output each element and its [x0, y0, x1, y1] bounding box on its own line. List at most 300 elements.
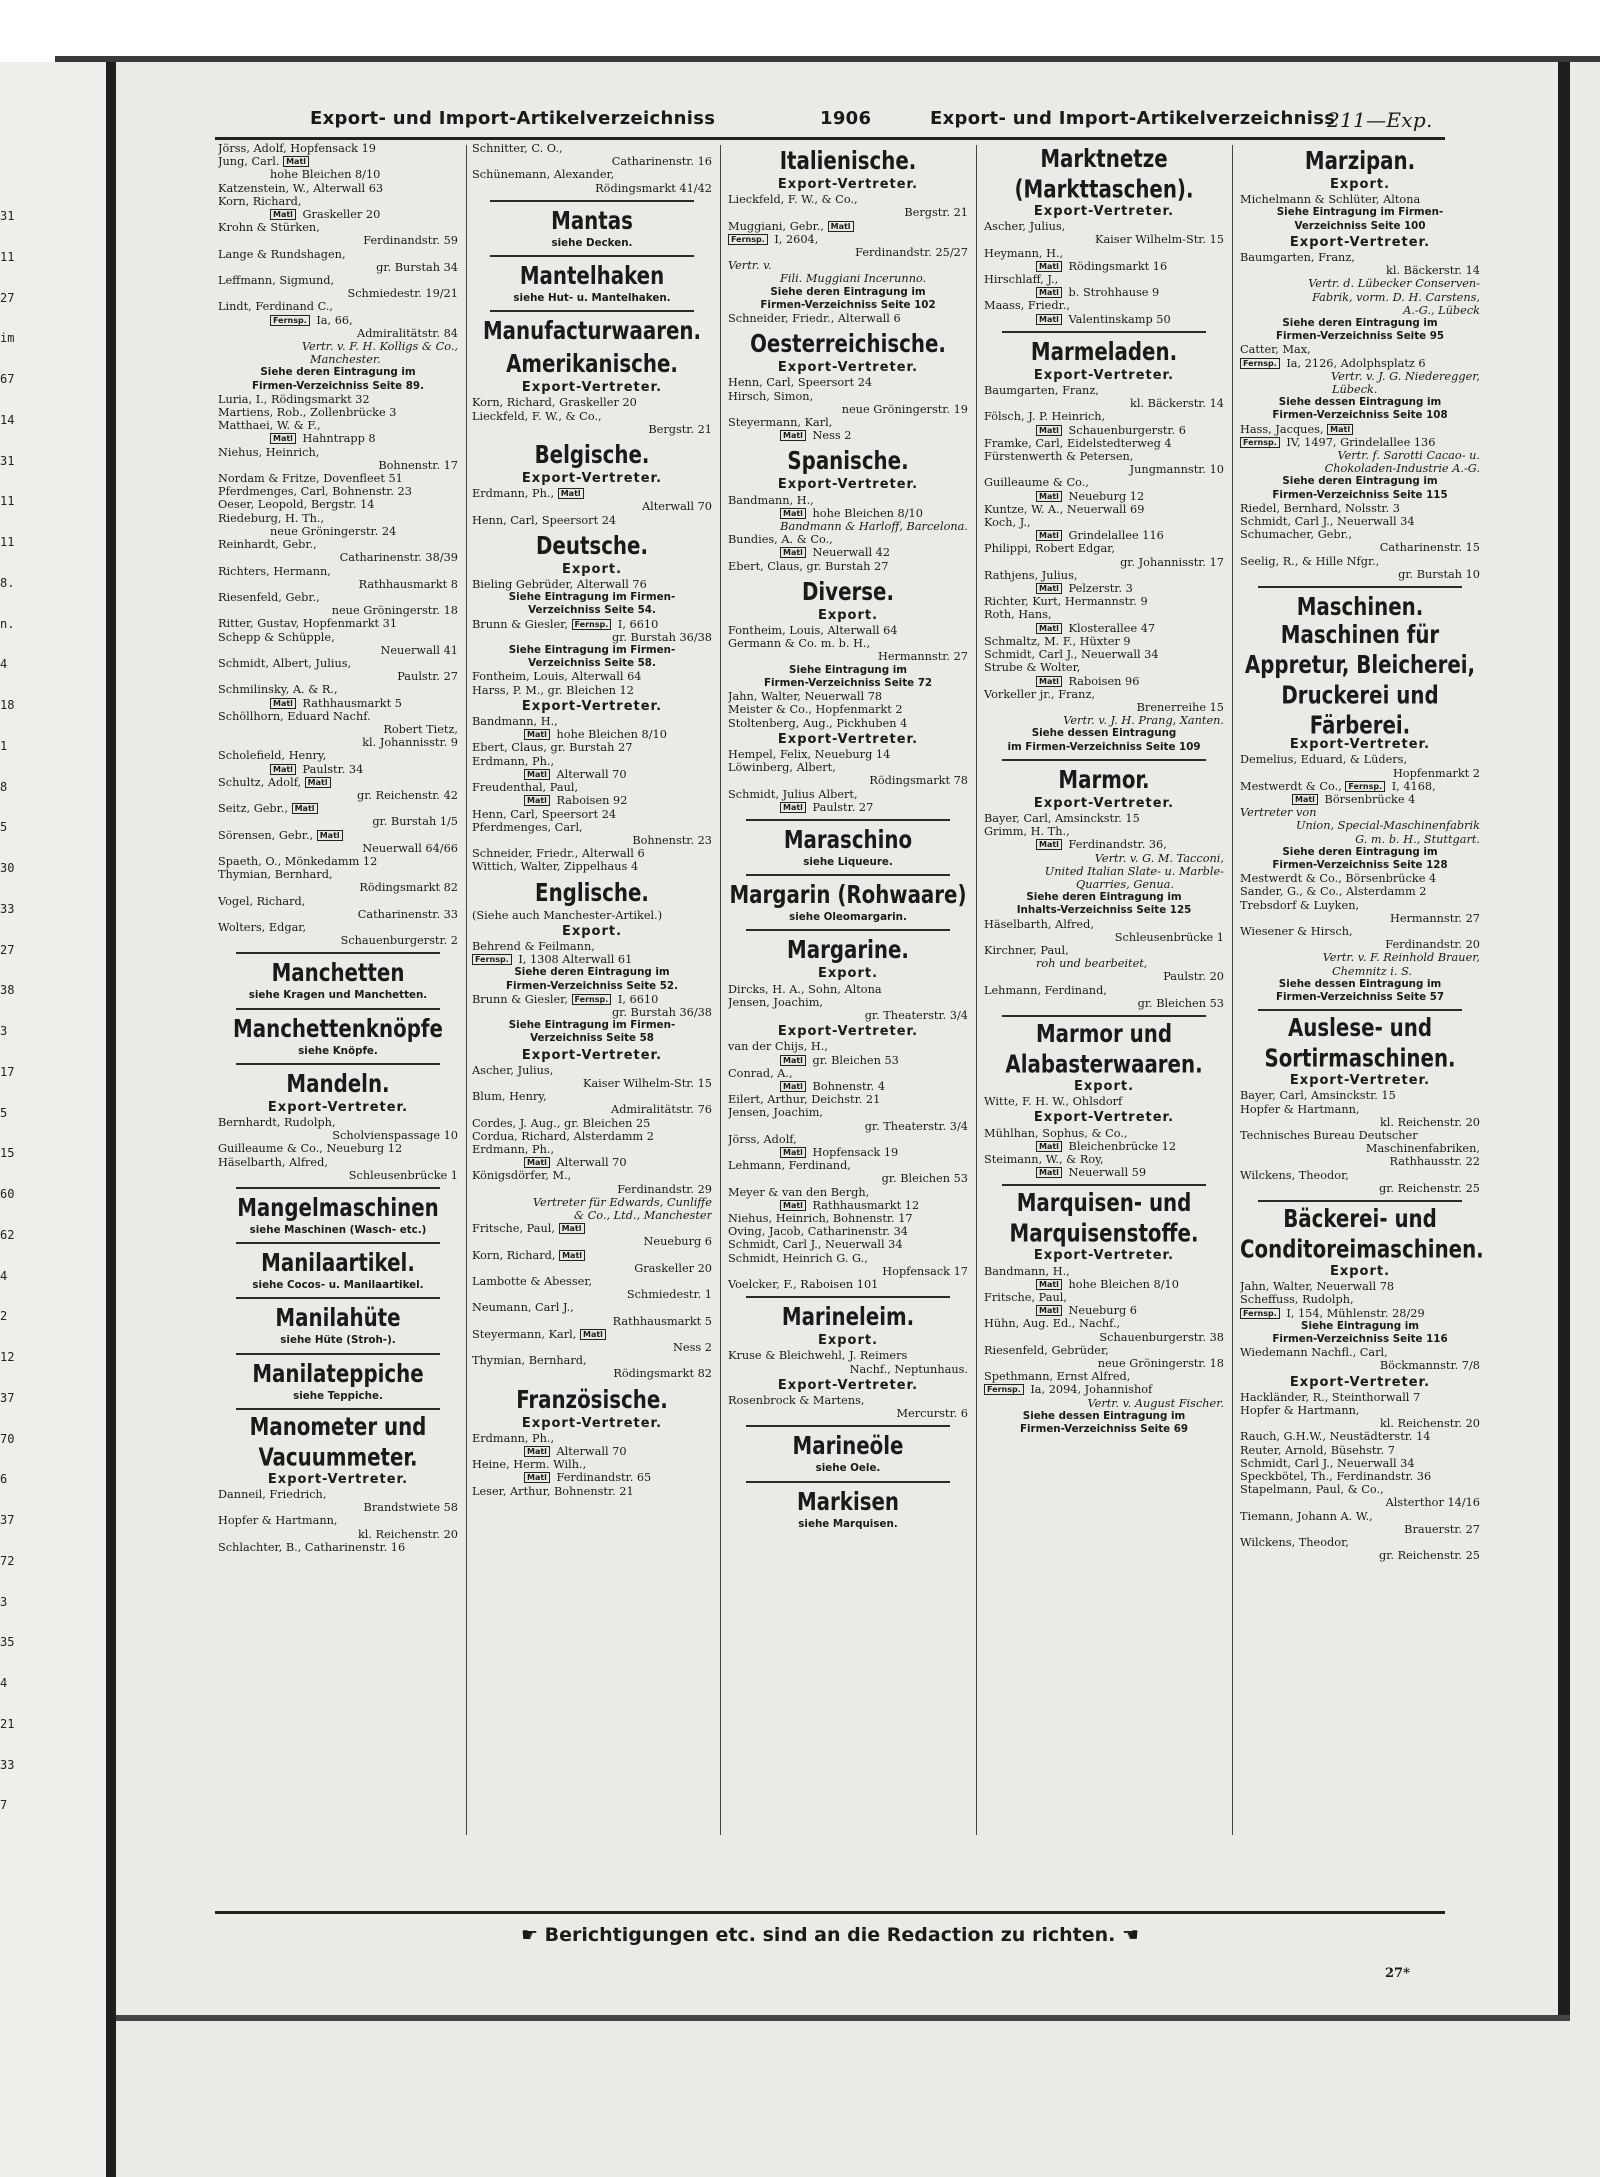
directory-entry: Matl Neueburg 12	[984, 490, 1224, 503]
directory-note: Verzeichniss Seite 100	[1294, 219, 1426, 232]
directory-entry: gr. Theaterstr. 3/4	[864, 1119, 968, 1133]
column-divider	[720, 145, 721, 1835]
directory-entry: Reinhardt, Gebr.,	[218, 538, 317, 552]
column-1	[218, 142, 458, 1554]
mail-stamp-icon: Matl	[780, 547, 806, 558]
section-heading: Marktnetze (Markttaschen).	[1014, 145, 1194, 205]
directory-entry: gr. Reichenstr. 25	[1379, 1181, 1480, 1195]
directory-note: Verzeichniss Seite 58.	[528, 657, 656, 670]
directory-entry: Löwinberg, Albert,	[728, 761, 836, 775]
cross-reference: siehe Hüte (Stroh-).	[280, 1334, 396, 1347]
column-2	[472, 142, 712, 1498]
cross-reference: siehe Cocos- u. Manilaartikel.	[252, 1279, 424, 1292]
subsection-heading: Export.	[1329, 1263, 1391, 1279]
directory-entry: gr. Bleichen 53	[881, 1172, 968, 1186]
section-heading: Spanische.	[787, 447, 909, 476]
directory-entry: Fernsp. I, 2604,	[728, 233, 968, 246]
directory-entry: van der Chijs, H.,	[728, 1040, 828, 1054]
directory-entry: Leffmann, Sigmund,	[218, 274, 335, 288]
directory-entry: Schmidt, Albert, Julius,	[218, 656, 352, 670]
directory-entry: Paulstr. 27	[397, 670, 458, 684]
directory-entry: Schünemann, Alexander,	[472, 168, 615, 182]
mail-stamp-icon: Matl	[305, 777, 331, 788]
header-rule	[215, 137, 1445, 140]
section-rule	[236, 1242, 440, 1244]
column-divider	[976, 145, 977, 1835]
margin-number: 4	[0, 1268, 8, 1283]
directory-entry: Krohn & Stürken,	[218, 221, 320, 235]
directory-entry: Kruse & Bleichwehl, J. Reimers	[728, 1349, 908, 1363]
directory-note: Siehe Eintragung im Firmen-	[508, 1019, 676, 1032]
representative-note: Fabrik, vorm. D. H. Carstens,	[1312, 290, 1480, 304]
directory-note: Siehe Eintragung im Firmen-	[508, 644, 676, 657]
mail-stamp-icon: Matl	[1327, 424, 1353, 435]
directory-entry: Ferdinandstr. 20	[1385, 938, 1480, 952]
directory-entry: Matl Neueburg 6	[984, 1304, 1224, 1317]
directory-entry: Stapelmann, Paul, & Co.,	[1240, 1483, 1384, 1497]
subsection-heading: Export-Vertreter.	[1289, 234, 1431, 250]
subsection-heading: Export-Vertreter.	[777, 731, 919, 747]
directory-entry: Bayer, Carl, Amsinckstr. 15	[984, 811, 1140, 825]
directory-entry: Riesenfeld, Gebrüder,	[984, 1343, 1109, 1357]
section-rule	[236, 1408, 440, 1410]
directory-note: Firmen-Verzeichniss Seite 89.	[252, 379, 424, 392]
directory-entry: kl. Bäckerstr. 14	[1130, 397, 1224, 411]
cross-reference: siehe Decken.	[551, 236, 633, 249]
directory-entry: Bieling Gebrüder, Alterwall 76	[472, 578, 647, 592]
directory-entry: gr. Burstah 36/38	[611, 630, 712, 644]
directory-entry: Schöllhorn, Eduard Nachf.	[218, 709, 371, 723]
directory-entry: Guilleaume & Co., Neueburg 12	[218, 1142, 403, 1156]
cross-reference: siehe Kragen und Manchetten.	[248, 989, 428, 1002]
directory-entry: Matl hohe Bleichen 8/10	[984, 1278, 1224, 1291]
section-rule	[746, 1481, 950, 1483]
directory-entry: Nordam & Fritze, Dovenfleet 51	[218, 472, 403, 486]
directory-entry: Scheffuss, Rudolph,	[1240, 1293, 1354, 1307]
margin-number: 35	[0, 1635, 15, 1650]
margin-number: 37	[0, 1513, 15, 1527]
directory-entry: Ferdinandstr. 29	[617, 1182, 712, 1196]
mail-stamp-icon: Matl	[1036, 839, 1062, 850]
margin-number: 72	[0, 1553, 15, 1568]
directory-entry: Admiralitätstr. 84	[357, 326, 458, 340]
directory-entry: Rathhausmarkt 8	[358, 577, 458, 591]
representative-note: Manchester.	[310, 353, 381, 367]
directory-entry: kl. Reichenstr. 20	[357, 1527, 458, 1541]
directory-entry: Schultz, Adolf, Matl	[218, 776, 458, 789]
margin-number: 11	[0, 535, 15, 549]
directory-entry: Vorkeller jr., Franz,	[984, 687, 1095, 701]
directory-entry: Kuntze, W. A., Neuerwall 69	[984, 502, 1145, 516]
subsection-heading: Export-Vertreter.	[521, 380, 663, 396]
column-divider	[466, 145, 467, 1835]
directory-entry: Schneider, Friedr., Alterwall 6	[728, 312, 901, 326]
cross-reference: siehe Teppiche.	[293, 1389, 383, 1402]
margin-number: 3	[0, 1024, 8, 1038]
directory-entry: Bayer, Carl, Amsinckstr. 15	[1240, 1089, 1396, 1103]
directory-note: Firmen-Verzeichniss Seite 102	[760, 298, 936, 311]
directory-note: Siehe deren Eintragung im	[514, 966, 670, 979]
mail-stamp-icon: Matl	[1036, 583, 1062, 594]
directory-note: im Firmen-Verzeichniss Seite 109	[1007, 740, 1201, 753]
directory-entry: Matl hohe Bleichen 8/10	[728, 507, 968, 520]
section-rule	[746, 929, 950, 931]
directory-entry: Matl Bohnenstr. 4	[728, 1080, 968, 1093]
directory-entry: neue Gröningerstr. 18	[1097, 1357, 1224, 1371]
page-left-border	[106, 62, 116, 2177]
section-heading: Mantas	[551, 207, 633, 236]
directory-entry: Fernsp. IV, 1497, Grindelallee 136	[1240, 436, 1480, 449]
margin-number: 11	[0, 249, 15, 264]
margin-number: 60	[0, 1187, 15, 1201]
mail-stamp-icon: Matl	[524, 729, 550, 740]
directory-entry: Richter, Kurt, Hermannstr. 9	[984, 595, 1148, 609]
directory-entry: Meister & Co., Hopfenmarkt 2	[728, 703, 903, 717]
directory-entry: Thymian, Bernhard,	[218, 868, 333, 882]
directory-note: Siehe dessen Eintragung	[1031, 727, 1177, 740]
directory-entry: kl. Reichenstr. 20	[1379, 1417, 1480, 1431]
telephone-stamp-icon: Fernsp.	[572, 994, 612, 1005]
directory-note: Siehe dessen Eintragung im	[1278, 396, 1442, 409]
page-bottom-shadow	[116, 2015, 1570, 2021]
directory-entry: Catter, Max,	[1240, 343, 1311, 357]
section-rule	[236, 1187, 440, 1189]
directory-entry: Brunn & Giesler, Fernsp. I, 6610	[472, 992, 659, 1006]
directory-entry: Rödingsmarkt 78	[869, 774, 968, 788]
directory-note: Siehe deren Eintragung im	[260, 366, 416, 379]
directory-entry: Matl Neuerwall 59	[984, 1166, 1224, 1179]
directory-entry: Muggiani, Gebr., Matl	[728, 220, 968, 233]
margin-number: 3	[0, 1594, 8, 1609]
directory-entry: (Siehe auch Manchester-Artikel.)	[472, 908, 663, 922]
column-divider	[1232, 145, 1233, 1835]
mail-stamp-icon: Matl	[270, 209, 296, 220]
directory-entry: Ritter, Gustav, Hopfenmarkt 31	[218, 617, 398, 631]
column-3	[728, 142, 968, 1533]
mail-stamp-icon: Matl	[1036, 1279, 1062, 1290]
subsection-heading: Export.	[817, 966, 879, 982]
subsection-heading: Export-Vertreter.	[777, 477, 919, 493]
representative-note: & Co., Ltd., Manchester	[573, 1208, 712, 1222]
directory-entry: Dircks, H. A., Sohn, Altona	[728, 982, 882, 996]
section-heading: Bäckerei- und Conditoreimaschinen.	[1240, 1205, 1484, 1265]
cross-reference: siehe Hut- u. Mantelhaken.	[513, 292, 671, 305]
directory-entry: Ebert, Claus, gr. Burstah 27	[472, 741, 633, 755]
directory-entry: Steimann, W., & Roy,	[984, 1152, 1104, 1166]
directory-entry: Jung, Carl. Matl	[218, 155, 458, 168]
directory-entry: neue Gröningerstr. 19	[841, 402, 968, 416]
directory-entry: Matl Bleichenbrücke 12	[984, 1140, 1224, 1153]
directory-note: Siehe Eintragung im Firmen-	[1276, 206, 1444, 219]
representative-note: Vertr. v. August Fischer.	[1087, 1396, 1224, 1410]
section-heading: Manchettenknöpfe	[233, 1015, 443, 1044]
directory-entry: Riesenfeld, Gebr.,	[218, 590, 320, 604]
section-rule	[236, 1063, 440, 1065]
section-heading: Manometer und Vacuummeter.	[249, 1413, 427, 1472]
directory-entry: Schleusenbrücke 1	[1114, 930, 1224, 944]
margin-number: 4	[0, 1676, 8, 1690]
directory-note: Siehe deren Eintragung im	[1282, 475, 1438, 488]
directory-entry: Matl Valentinskamp 50	[984, 313, 1224, 326]
directory-entry: Oving, Jacob, Catharinenstr. 34	[728, 1225, 908, 1239]
directory-note: Inhalts-Verzeichniss Seite 125	[1016, 904, 1192, 917]
directory-entry: Jörss, Adolf,	[728, 1132, 797, 1146]
directory-entry: Fernsp. Ia, 2126, Adolphsplatz 6	[1240, 357, 1480, 370]
directory-entry: Koch, J.,	[984, 516, 1031, 530]
section-heading: Amerikanische.	[506, 350, 678, 379]
directory-entry: Hirsch, Simon,	[728, 389, 814, 403]
directory-entry: Henn, Carl, Speersort 24	[472, 807, 617, 821]
section-heading: Mandeln.	[286, 1070, 390, 1099]
mail-stamp-icon: Matl	[1292, 794, 1318, 805]
section-rule	[1002, 1015, 1206, 1017]
pointing-hand-right-icon: ☛	[520, 1924, 539, 1946]
directory-entry: Kaiser Wilhelm-Str. 15	[583, 1076, 712, 1090]
directory-entry: Korn, Richard, Graskeller 20	[472, 396, 637, 410]
telephone-stamp-icon: Fernsp.	[728, 234, 768, 245]
margin-number: 11	[0, 494, 15, 509]
section-heading: Marquisen- und Marquisenstoffe.	[1009, 1190, 1199, 1249]
directory-entry: Steyermann, Karl, Matl	[472, 1328, 712, 1341]
directory-entry: gr. Johannisstr. 17	[1120, 555, 1224, 569]
directory-entry: Hermannstr. 27	[1390, 911, 1480, 925]
directory-entry: Rauch, G.H.W., Neustädterstr. 14	[1240, 1430, 1431, 1444]
directory-entry: Matl Rödingsmarkt 16	[984, 260, 1224, 273]
subsection-heading: Export.	[561, 923, 623, 939]
directory-entry: Hopfer & Hartmann,	[1240, 1404, 1360, 1418]
margin-number: 5	[0, 1105, 8, 1120]
directory-entry: Lehmann, Ferdinand,	[984, 983, 1107, 997]
directory-entry: Matl Alterwall 70	[472, 1445, 712, 1458]
section-heading: Italienische.	[779, 147, 917, 176]
directory-entry: Bergstr. 21	[904, 206, 968, 220]
directory-entry: Voelcker, F., Raboisen 101	[728, 1278, 879, 1291]
directory-entry: Hopfer & Hartmann,	[1240, 1102, 1360, 1116]
directory-entry: Eilert, Arthur, Deichstr. 21	[728, 1093, 881, 1107]
margin-number: 33	[0, 1757, 15, 1772]
directory-note: Siehe deren Eintragung im	[1282, 845, 1438, 858]
directory-entry: Schumacher, Gebr.,	[1240, 528, 1352, 542]
directory-note: Siehe dessen Eintragung im	[1022, 1409, 1186, 1422]
directory-entry: neue Gröningerstr. 24	[270, 524, 397, 538]
mail-stamp-icon: Matl	[780, 1200, 806, 1211]
directory-note: Siehe deren Eintragung im	[1282, 317, 1438, 330]
directory-entry: kl. Reichenstr. 20	[1379, 1115, 1480, 1129]
column-5	[1240, 142, 1484, 1563]
mail-stamp-icon: Matl	[524, 1472, 550, 1483]
directory-entry: Matl Paulstr. 27	[728, 801, 968, 814]
directory-entry: Ascher, Julius,	[472, 1063, 554, 1077]
section-rule	[490, 310, 694, 312]
directory-entry: Jensen, Joachim,	[728, 995, 824, 1009]
directory-entry: Matl Hahntrapp 8	[218, 432, 458, 445]
mail-stamp-icon: Matl	[1036, 1167, 1062, 1178]
margin-number: 67	[0, 372, 15, 386]
telephone-stamp-icon: Fernsp.	[572, 619, 612, 630]
page-right-border	[1558, 62, 1570, 2020]
section-heading: Englische.	[535, 879, 649, 908]
directory-entry: Leser, Arthur, Bohnenstr. 21	[472, 1484, 634, 1498]
margin-number: 21	[0, 1716, 15, 1731]
directory-entry: Heine, Herm. Wilh.,	[472, 1458, 587, 1472]
directory-entry: Sörensen, Gebr., Matl	[218, 829, 458, 842]
directory-entry: Rathjens, Julius,	[984, 568, 1078, 582]
directory-entry: Catharinenstr. 38/39	[339, 551, 458, 565]
directory-entry: Harss, P. M., gr. Bleichen 12	[472, 683, 634, 697]
directory-entry: Martiens, Rob., Zollenbrücke 3	[218, 406, 397, 420]
directory-entry: kl. Bäckerstr. 14	[1386, 264, 1480, 278]
mail-stamp-icon: Matl	[559, 1250, 585, 1261]
directory-entry: Luria, I., Rödingsmarkt 32	[218, 392, 370, 406]
directory-entry: Hirschlaff, J.,	[984, 273, 1059, 287]
directory-entry: Admiralitätstr. 76	[611, 1103, 712, 1117]
directory-entry: Bundies, A. & Co.,	[728, 533, 833, 547]
directory-entry: Rödingsmarkt 82	[613, 1367, 712, 1381]
directory-entry: Hühn, Aug. Ed., Nachf.,	[984, 1317, 1121, 1331]
directory-entry: Lambotte & Abesser,	[472, 1275, 593, 1288]
directory-entry: Schleusenbrücke 1	[348, 1168, 458, 1182]
margin-number: 17	[0, 1064, 15, 1079]
section-heading: Mangelmaschinen	[237, 1194, 439, 1223]
representative-note: A.-G., Lübeck	[1403, 303, 1480, 317]
directory-entry: Henn, Carl, Speersort 24	[728, 376, 873, 390]
representative-note: Lübeck.	[1332, 383, 1378, 397]
directory-entry: Brunn & Giesler, Fernsp. I, 6610	[472, 617, 659, 631]
subsection-heading: Export-Vertreter.	[1289, 1374, 1431, 1390]
directory-entry: Matl Rathhausmarkt 12	[728, 1199, 968, 1212]
section-heading: Französische.	[516, 1386, 668, 1415]
directory-entry: Lieckfeld, F. W., & Co.,	[472, 409, 602, 423]
directory-entry: Schmiedestr. 19/21	[347, 287, 458, 301]
directory-entry: Maass, Friedr.,	[984, 299, 1070, 313]
subsection-heading: Export-Vertreter.	[777, 1024, 919, 1040]
representative-note: Vertr. v. F. H. Kolligs & Co.,	[301, 340, 458, 354]
mail-stamp-icon: Matl	[283, 156, 309, 167]
directory-entry: Speckbötel, Th., Ferdinandstr. 36	[1240, 1470, 1432, 1484]
directory-entry: Korn, Richard, Matl	[472, 1249, 712, 1262]
directory-entry: Schmidt, Carl J., Neuerwall 34	[1240, 515, 1415, 529]
representative-note: Vertr. d. Lübecker Conserven-	[1308, 277, 1480, 291]
mail-stamp-icon: Matl	[780, 802, 806, 813]
subsection-heading: Export-Vertreter.	[1033, 204, 1175, 219]
directory-entry: Brauerstr. 27	[1404, 1522, 1480, 1536]
header-year: 1906	[820, 108, 872, 129]
directory-entry: Fritsche, Paul,	[984, 1291, 1067, 1304]
directory-entry: Matl Alterwall 70	[472, 1156, 712, 1169]
directory-entry: Cordes, J. Aug., gr. Bleichen 25	[472, 1116, 651, 1130]
directory-entry: Fernsp. Ia, 2094, Johannishof	[984, 1383, 1224, 1396]
directory-note: Firmen-Verzeichniss Seite 52.	[506, 979, 678, 992]
representative-note: Vertr. v. F. Reinhold Brauer,	[1322, 951, 1480, 965]
representative-note: United Italian Slate- u. Marble-	[1044, 864, 1224, 878]
directory-entry: Matl Neuerwall 42	[728, 546, 968, 559]
margin-number: 62	[0, 1227, 15, 1242]
mail-stamp-icon: Matl	[1036, 287, 1062, 298]
section-heading: Diverse.	[801, 578, 895, 607]
subsection-heading: Export.	[561, 561, 623, 577]
directory-entry: Wolters, Edgar,	[218, 920, 307, 934]
page-number: 27*	[1385, 1966, 1410, 1981]
directory-entry: Fölsch, J. P. Heinrich,	[984, 410, 1106, 424]
directory-entry: Wiedemann Nachfl., Carl,	[1240, 1346, 1388, 1360]
telephone-stamp-icon: Fernsp.	[270, 315, 310, 326]
header-page-number: 211—Exp.	[1327, 108, 1433, 132]
footer-rule	[215, 1911, 1445, 1914]
directory-entry: Pferdmenges, Carl, Bohnenstr. 23	[218, 485, 412, 499]
subsection-heading: Export.	[1073, 1078, 1135, 1094]
directory-entry: Matl Ness 2	[728, 429, 968, 442]
directory-entry: Stoltenberg, Aug., Pickhuben 4	[728, 716, 908, 730]
header-left-title: Export- und Import-Artikelverzeichniss	[310, 108, 716, 129]
directory-note: Firmen-Verzeichniss Seite 57	[1275, 990, 1445, 1003]
mail-stamp-icon: Matl	[1036, 530, 1062, 541]
directory-entry: Matl Graskeller 20	[218, 208, 458, 221]
directory-entry: Matl Börsenbrücke 4	[1240, 793, 1480, 806]
directory-entry: Ness 2	[673, 1341, 712, 1355]
subsection-heading: Export-Vertreter.	[521, 1415, 663, 1431]
directory-entry: Böckmannstr. 7/8	[1379, 1359, 1480, 1373]
directory-entry: Hackländer, R., Steinthorwall 7	[1240, 1390, 1421, 1404]
directory-entry: Graskeller 20	[634, 1261, 712, 1275]
section-heading: Margarine.	[787, 936, 909, 965]
margin-number: 14	[0, 412, 15, 427]
directory-entry: Ferdinandstr. 59	[363, 234, 458, 248]
directory-entry: gr. Burstah 34	[376, 260, 458, 274]
directory-note: Firmen-Verzeichniss Seite 115	[1272, 488, 1448, 501]
directory-entry: Henn, Carl, Speersort 24	[472, 513, 617, 527]
subsection-heading: Export-Vertreter.	[1033, 795, 1175, 811]
section-rule	[236, 1297, 440, 1299]
directory-entry: Schmidt, Carl J., Neuerwall 34	[728, 1238, 903, 1252]
footer-notice	[220, 1924, 1440, 1956]
section-heading: Marmor und Alabasterwaaren.	[1005, 1020, 1203, 1080]
directory-entry: Bandmann, H.,	[472, 715, 558, 729]
directory-entry: Kirchner, Paul,	[984, 943, 1069, 957]
subsection-heading: Export-Vertreter.	[1289, 737, 1431, 753]
margin-number: 5	[0, 820, 8, 835]
representative-note: Vertreter für Edwards, Cunliffe	[532, 1195, 712, 1209]
directory-entry: Rödingsmarkt 41/42	[595, 181, 712, 195]
directory-entry: Fernsp. Ia, 66,	[218, 314, 458, 327]
directory-entry: Oeser, Leopold, Bergstr. 14	[218, 498, 375, 512]
directory-entry: Jörss, Adolf, Hopfensack 19	[218, 142, 376, 155]
directory-entry: Matl Ferdinandstr. 65	[472, 1471, 712, 1484]
section-heading: Marmeladen.	[1030, 338, 1178, 367]
directory-entry: Bergstr. 21	[648, 422, 712, 436]
section-heading: Marineleim.	[781, 1303, 915, 1332]
cross-reference: siehe Oleomargarin.	[789, 911, 907, 924]
directory-entry: Neueburg 6	[643, 1235, 712, 1249]
margin-number: 27	[0, 942, 15, 957]
directory-entry: Matl Rathhausmarkt 5	[218, 697, 458, 710]
directory-entry: Brandstwiete 58	[363, 1501, 458, 1515]
directory-entry: Wittich, Walter, Zippelhaus 4	[472, 860, 639, 874]
representative-note: Vertr. v. J. G. Niederegger,	[1330, 369, 1480, 383]
margin-number: 33	[0, 901, 15, 916]
subsection-heading: Export-Vertreter.	[777, 360, 919, 376]
directory-entry: Kaiser Wilhelm-Str. 15	[1095, 233, 1224, 247]
directory-entry: Sander, G., & Co., Alsterdamm 2	[1240, 885, 1427, 899]
telephone-stamp-icon: Fernsp.	[1240, 358, 1280, 369]
representative-note: Bandmann & Harloff, Barcelona.	[780, 520, 968, 534]
directory-entry: Matl Grindelallee 116	[984, 529, 1224, 542]
mail-stamp-icon: Matl	[1036, 425, 1062, 436]
mail-stamp-icon: Matl	[1036, 261, 1062, 272]
mail-stamp-icon: Matl	[780, 1081, 806, 1092]
directory-entry: Hopfensack 17	[882, 1264, 968, 1278]
directory-entry: gr. Bleichen 53	[1137, 996, 1224, 1010]
directory-entry: gr. Burstah 10	[1398, 567, 1480, 581]
